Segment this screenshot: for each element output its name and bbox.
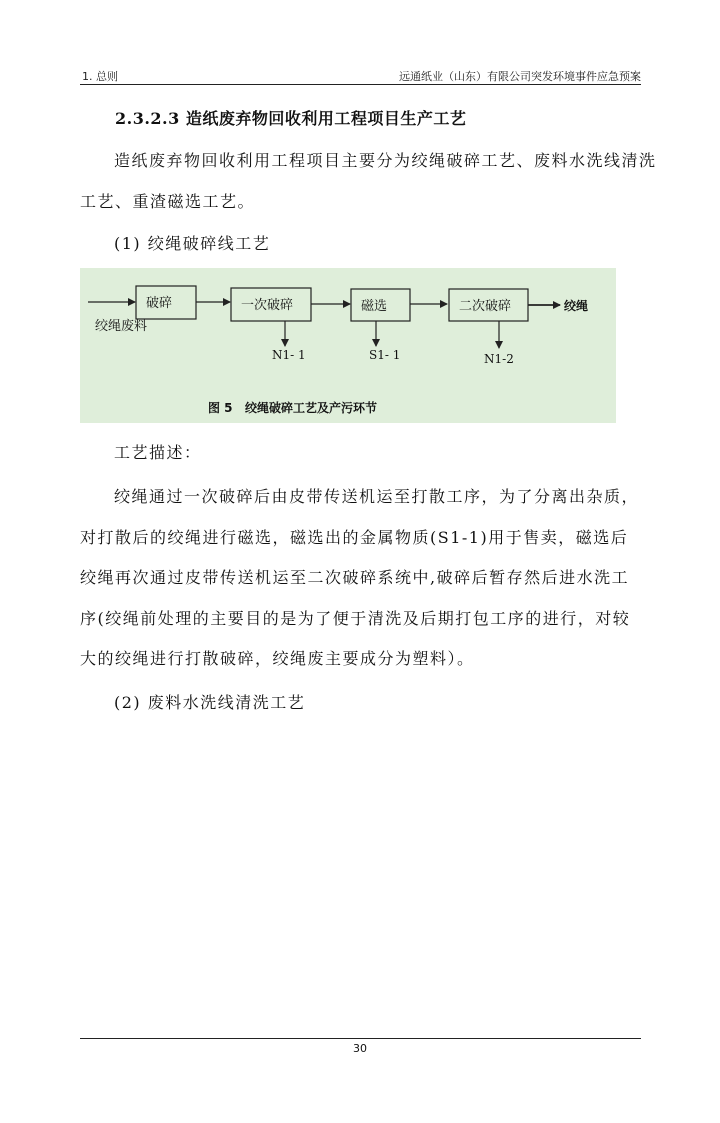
header-document-title: 远通纸业（山东）有限公司突发环境事件应急预案 [399,70,641,83]
emission-label-2: S1- 1 [369,348,401,362]
emission-label-3: N1-2 [484,352,514,366]
process-flow-diagram [80,268,616,423]
process-description: 绞绳通过一次破碎后由皮带传送机运至打散工序，为了分离出杂质，对打散后的绞绳进行磁选，磁选出的金属物质(S1-1)用于售卖，磁选后绞绳再次通过皮带传送机运至二次破碎系统中,破碎后暂存然后进水洗工序(绞绳前处理的主要目的是为了便于清洗及后期打包工序的进行，对较大的绞绳进行打散破碎，绞绳废主要成分为塑料）。 [80,487,640,668]
process-flow-figure [80,268,616,423]
input-label: 绞绳废料 [95,319,148,334]
box-primary-crush-label: 一次破碎 [241,298,294,313]
figure-caption: 图 5 绞绳破碎工艺及产污环节 [208,401,378,415]
box-crush-label: 破碎 [146,296,173,311]
description-label: 工艺描述： [114,443,202,462]
box-secondary-crush-label: 二次破碎 [459,299,512,314]
intro-line-2: 工艺、重渣磁选工艺。 [80,192,256,211]
page-number: 30 [353,1042,367,1055]
output-label: 绞绳 [564,299,589,313]
header-chapter: 1. 总则 [82,70,118,83]
footer-rule [80,1038,641,1039]
intro-line-1: 造纸废弃物回收利用工程项目主要分为绞绳破碎工艺、废料水洗线清洗 [114,151,657,170]
section-heading: 2.3.2.3 造纸废弃物回收利用工程项目生产工艺 [115,109,467,128]
page-header [80,66,641,85]
emission-label-1: N1- 1 [272,348,306,362]
subsection-2-title: (2) 废料水洗线清洗工艺 [114,693,306,712]
box-magnetic-label: 磁选 [361,299,388,314]
subsection-1-title: (1) 绞绳破碎线工艺 [114,234,271,253]
